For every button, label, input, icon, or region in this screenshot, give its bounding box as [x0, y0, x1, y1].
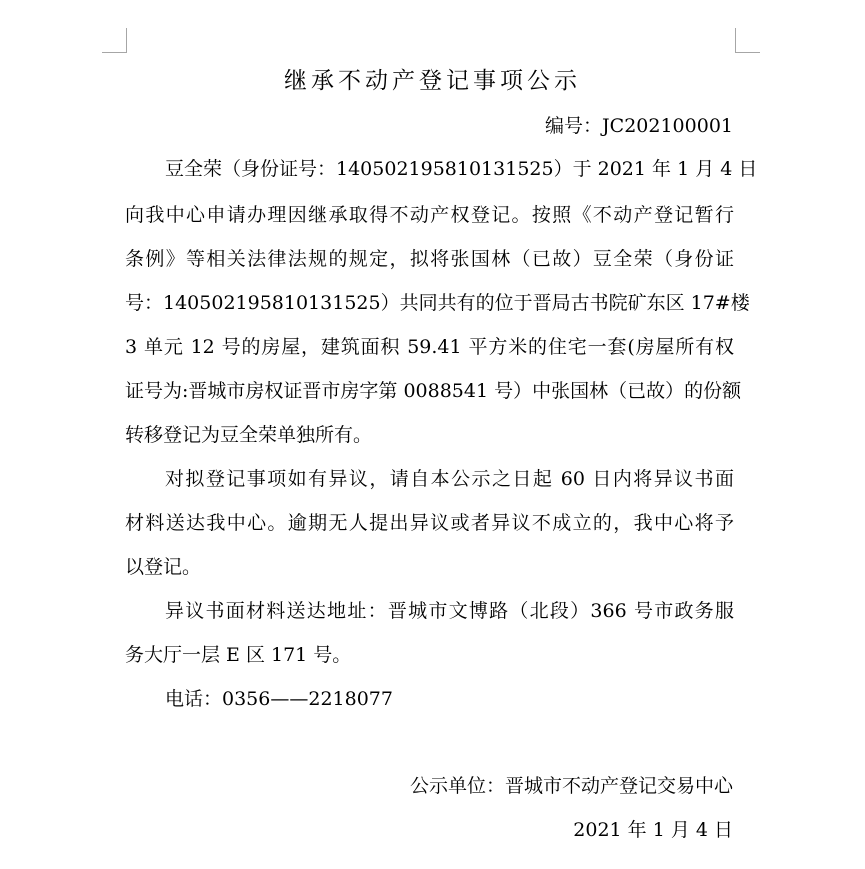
paragraph-line: 3 单元 12 号的房屋，建筑面积 59.41 平方米的住宅一套(房屋所有权: [125, 336, 734, 358]
paragraph-line: 向我中心申请办理因继承取得不动产权登记。按照《不动产登记暂行: [125, 204, 734, 226]
document-number: 编号：JC202100001: [545, 115, 733, 137]
page-corner-mark-top-left: [102, 28, 127, 53]
paragraph-line: 条例》等相关法律法规的规定，拟将张国林（已故）豆全荣（身份证: [125, 248, 734, 270]
contact-phone: 电话：0356——2218077: [165, 688, 393, 710]
paragraph-line: 豆全荣（身份证号：140502195810131525）于 2021 年 1 月 4 日: [165, 158, 758, 180]
paragraph-line: 对拟登记事项如有异议，请自本公示之日起 60 日内将异议书面: [165, 468, 734, 490]
paragraph-line: 异议书面材料送达地址：晋城市文博路（北段）366 号市政务服: [165, 600, 734, 622]
document-title: 继承不动产登记事项公示: [284, 68, 581, 94]
issuer-line: 公示单位：晋城市不动产登记交易中心: [409, 775, 733, 797]
paragraph-line: 号：140502195810131525）共同共有的位于晋局古书院矿东区 17#楼: [125, 292, 750, 314]
paragraph-line: 证号为:晋城市房权证晋市房字第 0088541 号）中张国林（已故）的份额: [125, 380, 742, 402]
paragraph-line: 材料送达我中心。逾期无人提出异议或者异议不成立的，我中心将予: [125, 512, 734, 534]
paragraph-line: 以登记。: [125, 556, 202, 578]
paragraph-line: 转移登记为豆全荣单独所有。: [125, 424, 373, 446]
issue-date: 2021 年 1 月 4 日: [573, 819, 733, 841]
page-corner-mark-top-right: [735, 28, 760, 53]
paragraph-line: 务大厅一层 E 区 171 号。: [125, 644, 352, 666]
